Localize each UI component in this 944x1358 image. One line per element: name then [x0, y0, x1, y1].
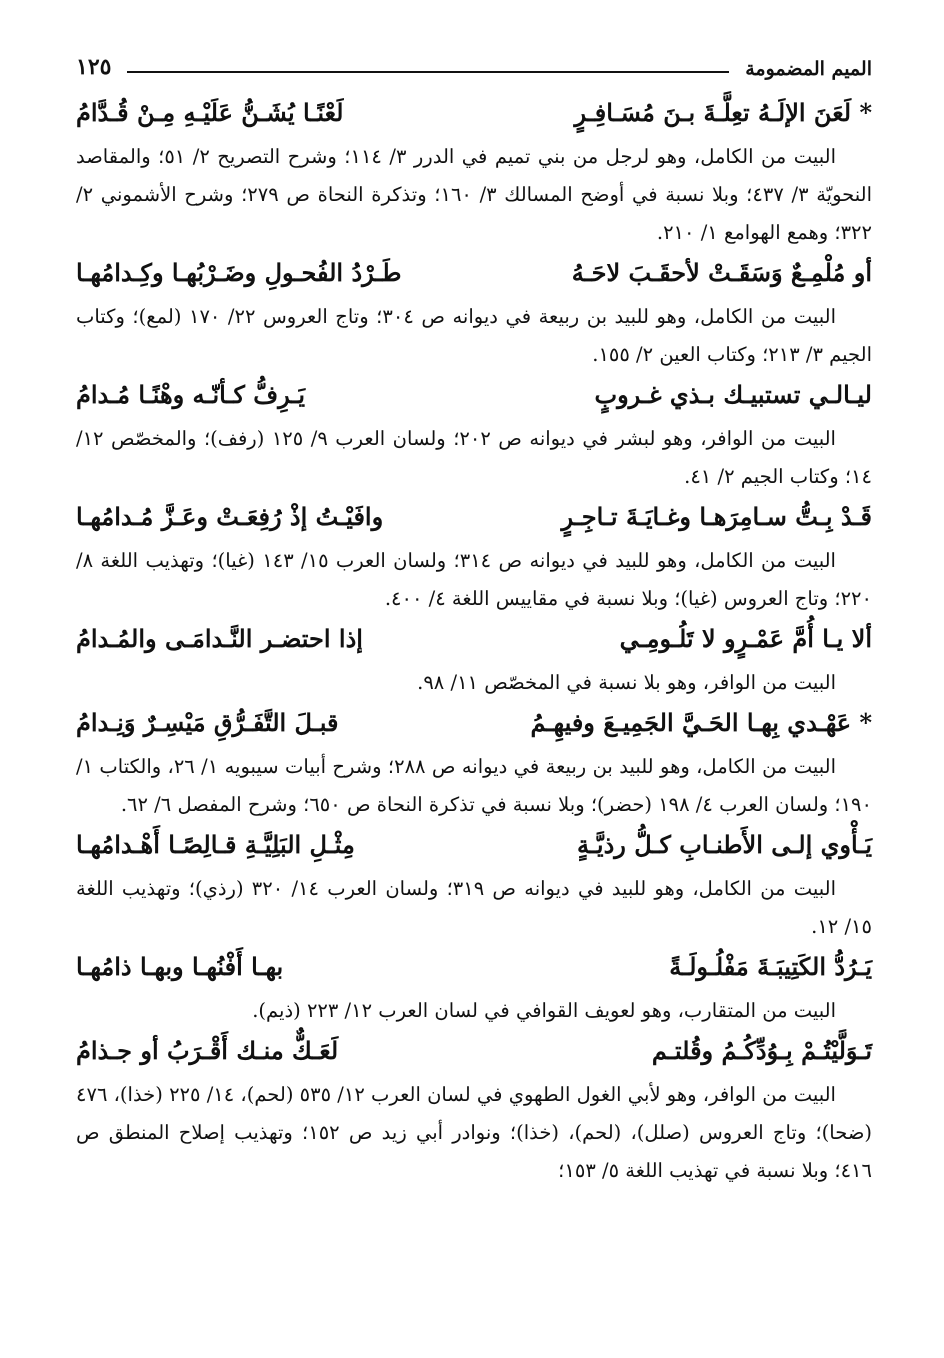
page-number: ١٢٥ — [76, 54, 112, 80]
verse-entry — [76, 376, 872, 496]
verse-second-hemistich: لَعْنًـا يُشَـنُّ عَلَيْـهِ مِـنْ قُـدَّامُ — [76, 98, 344, 127]
verse-second-hemistich: قبـلَ التَّفَـرُّقِ مَيْسِـرٌ وَنِـدامُ — [76, 708, 339, 737]
verse-first-hemistich: تَـوَلَّيْتُـمْ بِـوُدِّكُـمُ وقُلتـم — [651, 1036, 872, 1065]
verse-entry — [76, 948, 872, 1030]
verse-entry — [76, 94, 872, 252]
verse-note: البيت من الكامل، وهو لرجل من بني تميم في الدرر ٣/ ١١٤؛ وشرح التصريح ٢/ ٥١؛ والمقاصد النحويّة ٣/ ٤٣٧؛ وبلا نسبة في أوضح المسالك ٣/ ١٦٠؛ وتذكرة النحاة ص ٢٧٩؛ وشرح الأشموني ٢/ ٣٢٢؛ وهمع الهوامع ١/ ٢١٠. — [76, 145, 872, 244]
verse-line — [76, 704, 872, 748]
verse-note: البيت من المتقارب، وهو لعويف القوافي في لسان العرب ١٢/ ٢٢٣ (ذيم). — [252, 999, 836, 1022]
verse-first-hemistich: ألا يـا أُمَّ عَمْـرٍو لا تَلُـومِـي — [619, 624, 872, 653]
verse-second-hemistich: مِثْـلِ البَلِيَّـةِ قـالِصًـا أَهْـدامُهـا — [76, 830, 355, 859]
verse-line — [76, 376, 872, 420]
verse-line — [76, 254, 872, 298]
verse-first-hemistich: قَـدْ بِـتُّ سـامِرَهـا وغـايَـةَ تـاجِـرٍ — [561, 502, 872, 531]
verse-entry — [76, 826, 872, 946]
header-rule — [127, 71, 729, 73]
verse-second-hemistich: وافَيْـتُ إذْ رُفِعَـتْ وعَـزَّ مُـدامُهـا — [76, 502, 384, 531]
verse-first-hemistich: أو مُلْمِـعٌ وَسَقَـتْ لأحقَـبَ لاحَـهُ — [571, 258, 872, 287]
verse-note: البيت من الكامل، وهو للبيد بن ربيعة في ديوانه ص ٢٨٨؛ وشرح أبيات سيبويه ١/ ٢٦، والكتاب ١/ ١٩٠؛ ولسان العرب ٤/ ١٩٨ (حضر)؛ وبلا نسبة في تذكرة النحاة ص ٦٥٠؛ وشرح المفصل ٦/ ٦٢. — [76, 755, 872, 816]
verse-note: البيت من الوافر، وهو بلا نسبة في المخصّص ١١/ ٩٨. — [417, 671, 836, 694]
verse-line — [76, 498, 872, 542]
verse-note: البيت من الكامل، وهو للبيد في ديوانه ص ٣١٤؛ ولسان العرب ١٥/ ١٤٣ (غيا)؛ وتهذيب اللغة ٨/ ٢٢٠؛ وتاج العروس (غيا)؛ وبلا نسبة في مقاييس اللغة ٤/ ٤٠٠. — [76, 549, 872, 610]
entries-list — [76, 94, 872, 1190]
verse-line — [76, 948, 872, 992]
verse-line — [76, 620, 872, 664]
verse-entry — [76, 498, 872, 618]
verse-second-hemistich: طَـرْدُ الفُحـولِ وضَـرْبُهـا وكِـدامُهـا — [76, 258, 402, 287]
verse-line — [76, 826, 872, 870]
verse-line — [76, 1032, 872, 1076]
verse-first-hemistich: * عَهْـدي بِهـا الحَـيَّ الجَمِيـعَ وفيهِـمُ — [530, 708, 872, 737]
verse-entry — [76, 254, 872, 374]
verse-first-hemistich: يَـرُدُّ الكَتِيبَـةَ مَفْلُـولَـةً — [669, 952, 872, 981]
verse-note: البيت من الكامل، وهو للبيد بن ربيعة في ديوانه ص ٣٠٤؛ وتاج العروس ٢٢/ ١٧٠ (لمع)؛ وكتاب الجيم ٣/ ٢١٣؛ وكتاب العين ٢/ ١٥٥. — [76, 305, 872, 366]
verse-second-hemistich: بهـا أَفْنُهـا وبهـا ذامُهـا — [76, 952, 284, 981]
chapter-title: الميم المضمومة — [745, 58, 872, 80]
verse-note: البيت من الكامل، وهو للبيد في ديوانه ص ٣١٩؛ ولسان العرب ١٤/ ٣٢٠ (رذي)؛ وتهذيب اللغة ١٥/ ١٢. — [76, 877, 872, 938]
verse-entry — [76, 704, 872, 824]
verse-first-hemistich: يَـأْوي إلـى الأَطنـابِ كـلُّ رذيَّـةٍ — [577, 830, 872, 859]
verse-first-hemistich: ليـالـي تستبيـك بـذي غـروبٍ — [594, 380, 872, 409]
verse-entry — [76, 620, 872, 702]
verse-entry — [76, 1032, 872, 1190]
verse-note: البيت من الوافر، وهو لأبي الغول الطهوي في لسان العرب ١٢/ ٥٣٥ (لحم)، ١٤/ ٢٢٥ (خذا)، ٤٧٦ (ضحا)؛ وتاج العروس (صلل)، (لحم)، (خذا)؛ ونوادر أبي زيد ص ١٥٢؛ وتهذيب إصلاح المنطق ص ٤١٦؛ وبلا نسبة في تهذيب اللغة ٥/ ١٥٣؛ — [76, 1083, 872, 1182]
page-header — [76, 38, 872, 80]
verse-second-hemistich: لَعَـكٌّ منـك أَقْـرَبُ أو جـذامُ — [76, 1036, 339, 1065]
verse-first-hemistich: * لَعَنَ الإلَـهُ تعِلَّـةَ بـنَ مُسَـافِـرٍ — [574, 98, 872, 127]
verse-second-hemistich: يَـرِفُّ كـأنّـه وهْنًـا مُـدامُ — [76, 380, 306, 409]
verse-line — [76, 94, 872, 138]
verse-note: البيت من الوافر، وهو لبشر في ديوانه ص ٢٠٢؛ ولسان العرب ٩/ ١٢٥ (رفف)؛ والمخصّص ١٢/ ١٤؛ وكتاب الجيم ٢/ ٤١. — [76, 427, 872, 488]
verse-second-hemistich: إذا احتضـر النَّـدامَـى والمُـدامُ — [76, 624, 363, 653]
